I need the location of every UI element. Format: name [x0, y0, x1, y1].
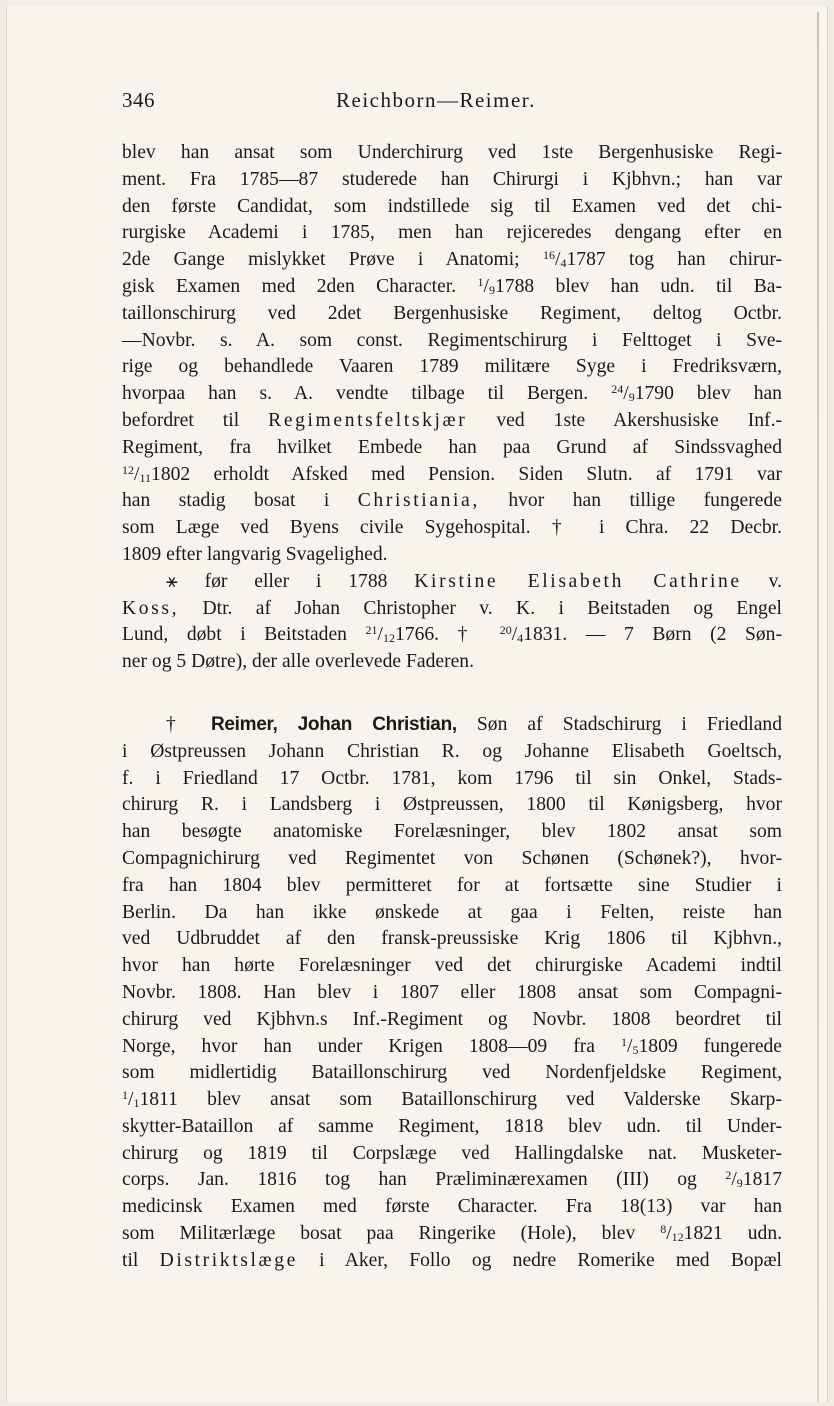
- line-text: 1821 udn.: [683, 1223, 783, 1245]
- text-line: [122, 1060, 782, 1087]
- spaced-emphasis: Koss,: [122, 597, 180, 619]
- line-text: medicinsk Examen med første Character. Fra 18(13) var han: [122, 1196, 782, 1218]
- fraction-numerator: 16: [543, 248, 556, 263]
- date-fraction: $^{20}/_4$: [499, 623, 524, 646]
- line-text: rige og behandlede Vaaren 1789 militære Syge i Fredriksværn,: [122, 356, 782, 378]
- fraction-denominator: 1: [133, 1096, 140, 1111]
- entry-name-heading: Reimer, Johan Christian,: [210, 713, 457, 735]
- line-text: som Læge ved Byens civile Sygehospital. † i Chra. 22 Decbr.: [122, 517, 782, 539]
- line-text: ment. Fra 1785—87 studerede han Chirurgi i Kjbhvn.; han var: [122, 168, 782, 190]
- text-line: [122, 140, 782, 167]
- line-text: 1766. †: [394, 624, 482, 646]
- text-line: [122, 596, 782, 623]
- fraction-denominator: 5: [632, 1042, 639, 1057]
- text-line: [122, 1221, 782, 1248]
- line-text: han stadig bosat i: [122, 490, 330, 512]
- line-text: chirurg R. i Landsberg i Østpreussen, 1800 til Kønigsberg, hvor: [122, 794, 782, 816]
- line-text: 1790 blev han: [634, 383, 782, 405]
- fraction-denominator: 9: [736, 1176, 743, 1191]
- fraction-denominator: 11: [139, 470, 152, 485]
- text-line: [122, 435, 782, 462]
- date-fraction: $^8/_{12}$: [660, 1222, 684, 1245]
- text-line: [122, 274, 782, 301]
- text-line: [122, 766, 782, 793]
- fraction-denominator: 12: [382, 631, 395, 646]
- line-text: til: [122, 1249, 139, 1271]
- line-text: gisk Examen med 2den Character.: [122, 275, 457, 297]
- fraction-numerator: 24: [611, 382, 624, 397]
- line-text: ner og 5 Døtre), der alle overlevede Faderen.: [122, 651, 474, 673]
- text-line: [122, 488, 782, 515]
- line-text: 1831. — 7 Børn (2 Søn-: [523, 624, 782, 646]
- text-line: [122, 542, 782, 569]
- line-text: 1788 blev han udn. til Ba-: [494, 275, 782, 297]
- line-text: hvor han tillige fungerede: [508, 490, 782, 512]
- line-text: Novbr. 1808. Han blev i 1807 eller 1808 ansat som Compagni-: [122, 981, 782, 1003]
- text-line: [122, 873, 782, 900]
- spaced-emphasis: Regimentsfeltskjær: [268, 409, 468, 431]
- text-line: [122, 328, 782, 355]
- line-text: den første Candidat, som indstillede sig til Examen ved det chi-: [122, 195, 782, 217]
- text-line: [122, 301, 782, 328]
- line-text: 1802 erholdt Afsked med Pension. Siden Slutn. af 1791 var: [151, 463, 782, 485]
- line-text: chirurg ved Kjbhvn.s Inf.-Regiment og Novbr. 1808 beordret til: [122, 1008, 782, 1030]
- spaced-emphasis: Christiania,: [357, 490, 480, 512]
- line-text: Norge, hvor han under Krigen 1808—09 fra: [122, 1035, 595, 1057]
- fraction-numerator: 2: [725, 1168, 732, 1183]
- text-line: [122, 381, 782, 408]
- line-text: Compagnichirurg ved Regimentet von Schønen (Schønek?), hvor-: [122, 847, 782, 869]
- line-text: 1817: [742, 1169, 782, 1191]
- text-line: [122, 1114, 782, 1141]
- line-text: chirurg og 1819 til Corpslæge ved Hallingdalske nat. Musketer-: [122, 1142, 782, 1164]
- dagger-mark: †: [166, 713, 191, 735]
- line-text: Berlin. Da han ikke ønskede at gaa i Felten, reiste han: [122, 901, 782, 923]
- fraction-numerator: 1: [621, 1034, 628, 1049]
- line-text: Søn af Stadschirurg i Friedland: [476, 713, 782, 735]
- text-line: [122, 739, 782, 766]
- line-text: 1811 blev ansat som Bataillonschirurg ved Valderske Skarp-: [139, 1089, 782, 1111]
- line-text: v.: [768, 570, 782, 592]
- text-line: [122, 1007, 782, 1034]
- text-line: [122, 819, 782, 846]
- date-fraction: $^1/_5$: [621, 1034, 639, 1057]
- line-text: ⚹ før eller i 1788: [166, 570, 388, 592]
- line-text: ved Udbruddet af den fransk-preussiske Krig 1806 til Kjbhvn.,: [122, 928, 782, 950]
- text-line: [122, 1141, 782, 1168]
- line-text: 1809 efter langvarig Svagelighed.: [122, 543, 388, 565]
- text-line: [122, 1194, 782, 1221]
- text-line: [122, 569, 782, 596]
- line-text: som Militærlæge bosat paa Ringerike (Hole), blev: [122, 1223, 636, 1245]
- fraction-numerator: 20: [499, 623, 512, 638]
- line-text: 2de Gange mislykket Prøve i Anatomi;: [122, 249, 520, 271]
- fraction-numerator: 1: [477, 274, 484, 289]
- text-line: [122, 1167, 782, 1194]
- line-text: Regiment, fra hvilket Embede han paa Grund af Sindssvaghed: [122, 436, 782, 458]
- text-line: [122, 1087, 782, 1114]
- line-text: hvorpaa han s. A. vendte tilbage til Bergen.: [122, 383, 589, 405]
- fraction-denominator: 9: [488, 282, 495, 297]
- line-text: taillonschirurg ved 2det Bergenhusiske Regiment, deltog Octbr.: [122, 302, 782, 324]
- date-fraction: $^{21}/_{12}$: [365, 623, 395, 646]
- text-line: [122, 900, 782, 927]
- line-text: corps. Jan. 1816 tog han Præliminærexamen (III) og: [122, 1169, 697, 1191]
- line-text: skytter-Bataillon af samme Regiment, 1818 blev udn. til Under-: [122, 1115, 782, 1137]
- page-header: [122, 88, 782, 118]
- text-line: [122, 167, 782, 194]
- date-fraction: $^{24}/_9$: [611, 382, 635, 405]
- text-line: [122, 408, 782, 435]
- text-line: [122, 220, 782, 247]
- text-line: [122, 622, 782, 649]
- line-text: Lund, døbt i Beitstaden: [122, 624, 347, 646]
- fraction-denominator: 4: [517, 631, 524, 646]
- date-fraction: $^2/_9$: [725, 1168, 743, 1191]
- line-text: Dtr. af Johan Christopher v. K. i Beitstaden og Engel: [202, 597, 782, 619]
- fraction-numerator: 21: [365, 623, 378, 638]
- spaced-emphasis: Distriktslæge: [159, 1249, 298, 1271]
- text-line: [122, 1034, 782, 1061]
- line-text: f. i Friedland 17 Octbr. 1781, kom 1796 til sin Onkel, Stads-: [122, 767, 782, 789]
- text-line: [122, 194, 782, 221]
- line-text: 1787 tog han chirur-: [566, 249, 782, 271]
- entry-separator: [122, 676, 782, 712]
- text-line: [122, 980, 782, 1007]
- text-line: [122, 354, 782, 381]
- date-fraction: $^{16}/_4$: [543, 248, 567, 271]
- text-line: [122, 247, 782, 274]
- text-line: [122, 462, 782, 489]
- line-text: ved 1ste Akershusiske Inf.-: [496, 409, 782, 431]
- line-text: i Østpreussen Johann Christian R. og Johanne Elisabeth Goeltsch,: [122, 740, 782, 762]
- fraction-denominator: 4: [560, 256, 567, 271]
- fraction-numerator: 8: [660, 1222, 667, 1237]
- line-text: —Novbr. s. A. som const. Regimentschirurg i Felttoget i Sve-: [122, 329, 782, 351]
- line-text: 1809 fungerede: [638, 1035, 783, 1057]
- line-text: blev han ansat som Underchirurg ved 1ste Bergenhusiske Regi-: [122, 142, 782, 163]
- text-line: [122, 712, 782, 739]
- text-line: [122, 953, 782, 980]
- text-line: [122, 515, 782, 542]
- running-title: Reichborn—Reimer.: [336, 88, 536, 112]
- date-fraction: $^{12}/_{11}$: [122, 462, 152, 485]
- text-line: [122, 649, 782, 676]
- line-text: som midlertidig Bataillonschirurg ved Nordenfjeldske Regiment,: [122, 1062, 782, 1084]
- spaced-emphasis: Kirstine Elisabeth Cathrine: [414, 570, 742, 592]
- line-text: han besøgte anatomiske Forelæsninger, blev 1802 ansat som: [122, 821, 782, 843]
- date-fraction: $^1/_9$: [477, 274, 495, 297]
- line-text: rurgiske Academi i 1785, men han rejiceredes dengang efter en: [122, 222, 782, 244]
- line-text: i Aker, Follo og nedre Romerike med Bopæl: [319, 1249, 783, 1271]
- date-fraction: $^1/_1$: [122, 1088, 140, 1111]
- text-line: [122, 1248, 782, 1275]
- fraction-denominator: 9: [628, 390, 635, 405]
- line-text: befordret til: [122, 409, 240, 431]
- page-edge-shadow: [817, 12, 819, 1402]
- fraction-numerator: 1: [122, 1088, 128, 1103]
- text-line: [122, 926, 782, 953]
- line-text: fra han 1804 blev permitteret for at fortsætte sine Studier i: [122, 874, 782, 896]
- page-number: 346: [122, 88, 155, 112]
- fraction-denominator: 12: [671, 1230, 684, 1245]
- body-text: [122, 140, 782, 1275]
- line-text: hvor han hørte Forelæsninger ved det chirurgiske Academi indtil: [122, 955, 782, 977]
- text-line: [122, 846, 782, 873]
- text-line: [122, 792, 782, 819]
- fraction-numerator: 12: [122, 462, 134, 477]
